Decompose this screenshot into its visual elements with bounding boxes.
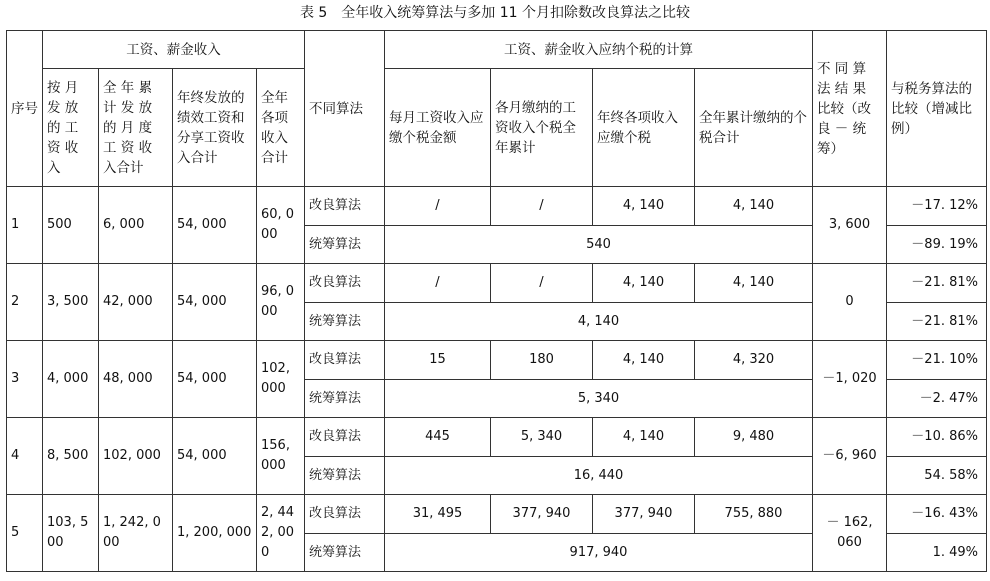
- method-unified-cell: 统筹算法: [305, 226, 385, 264]
- method-improved-cell: 改良算法: [305, 187, 385, 226]
- year-end-bonus-cell: 54, 000: [173, 418, 257, 495]
- diff-cell: 0: [813, 264, 887, 341]
- vs-unified-cell: 1. 49%: [887, 534, 987, 572]
- monthly-salary-cell: 500: [43, 187, 99, 264]
- monthly-salary-cell: 8, 500: [43, 418, 99, 495]
- annual-total-cell: 102, 000: [257, 341, 305, 418]
- bonus-tax-cell: 4, 140: [593, 187, 695, 226]
- monthly-tax-year-cell: /: [491, 187, 593, 226]
- method-unified-cell: 统筹算法: [305, 303, 385, 341]
- header-monthly-tax: 每月工资收入应缴个税金额: [385, 69, 491, 187]
- monthly-tax-year-cell: 180: [491, 341, 593, 380]
- table-row: [7, 264, 987, 303]
- monthly-tax-cell: /: [385, 264, 491, 303]
- header-income-group: 工资、薪金收入: [43, 31, 305, 69]
- table-caption: 表 5 全年收入统筹算法与多加 11 个月扣除数改良算法之比较: [299, 5, 691, 21]
- bonus-tax-cell: 4, 140: [593, 341, 695, 380]
- monthly-tax-cell: /: [385, 187, 491, 226]
- header-tax-group: 工资、薪金收入应纳个税的计算: [385, 31, 813, 69]
- seq-cell: 3: [7, 341, 43, 418]
- annual-total-cell: 96, 000: [257, 264, 305, 341]
- method-improved-cell: 改良算法: [305, 495, 385, 534]
- year-end-bonus-cell: 1, 200, 000: [173, 495, 257, 572]
- seq-cell: 1: [7, 187, 43, 264]
- total-tax-cell: 755, 880: [695, 495, 813, 534]
- seq-cell: 2: [7, 264, 43, 341]
- table-row: [7, 187, 987, 226]
- year-end-bonus-cell: 54, 000: [173, 187, 257, 264]
- comparison-table: [6, 30, 987, 572]
- annual-total-cell: 60, 000: [257, 187, 305, 264]
- annual-monthly-cell: 48, 000: [99, 341, 173, 418]
- diff-cell: －1, 020: [813, 341, 887, 418]
- header-diff: 不 同 算 法 结 果 比较（改良 － 统筹）: [813, 31, 887, 187]
- annual-monthly-cell: 102, 000: [99, 418, 173, 495]
- total-tax-cell: 4, 320: [695, 341, 813, 380]
- seq-cell: 4: [7, 418, 43, 495]
- annual-total-cell: 2, 442, 000: [257, 495, 305, 572]
- monthly-salary-cell: 3, 500: [43, 264, 99, 341]
- seq-cell: 5: [7, 495, 43, 572]
- method-improved-cell: 改良算法: [305, 418, 385, 457]
- bonus-tax-cell: 4, 140: [593, 264, 695, 303]
- vs-unified-cell: －21. 81%: [887, 303, 987, 341]
- header-methods: 不同算法: [305, 31, 385, 187]
- header-bonus-tax: 年终各项收入应缴个税: [593, 69, 695, 187]
- total-tax-cell: 9, 480: [695, 418, 813, 457]
- monthly-tax-cell: 15: [385, 341, 491, 380]
- annual-monthly-cell: 42, 000: [99, 264, 173, 341]
- method-unified-cell: 统筹算法: [305, 380, 385, 418]
- table-row: [7, 495, 987, 534]
- total-tax-cell: 4, 140: [695, 187, 813, 226]
- header-vs-tax-bureau: 与税务算法的比较（增减比例）: [887, 31, 987, 187]
- year-end-bonus-cell: 54, 000: [173, 264, 257, 341]
- method-unified-cell: 统筹算法: [305, 534, 385, 572]
- vs-unified-cell: －2. 47%: [887, 380, 987, 418]
- unified-tax-cell: 4, 140: [385, 303, 813, 341]
- monthly-tax-year-cell: 377, 940: [491, 495, 593, 534]
- annual-monthly-cell: 6, 000: [99, 187, 173, 264]
- unified-tax-cell: 540: [385, 226, 813, 264]
- header-annual-total: 全年各项收入合计: [257, 69, 305, 187]
- header-year-end-bonus: 年终发放的绩效工资和分享工资收入合计: [173, 69, 257, 187]
- vs-improved-cell: －16. 43%: [887, 495, 987, 534]
- method-unified-cell: 统筹算法: [305, 457, 385, 495]
- unified-tax-cell: 917, 940: [385, 534, 813, 572]
- vs-improved-cell: －17. 12%: [887, 187, 987, 226]
- vs-improved-cell: －10. 86%: [887, 418, 987, 457]
- vs-improved-cell: －21. 10%: [887, 341, 987, 380]
- vs-unified-cell: 54. 58%: [887, 457, 987, 495]
- monthly-tax-year-cell: 5, 340: [491, 418, 593, 457]
- monthly-tax-cell: 31, 495: [385, 495, 491, 534]
- table-row: [7, 418, 987, 457]
- method-improved-cell: 改良算法: [305, 264, 385, 303]
- annual-monthly-cell: 1, 242, 000: [99, 495, 173, 572]
- diff-cell: － 162, 060: [813, 495, 887, 572]
- header-seq: 序号: [7, 31, 43, 187]
- diff-cell: 3, 600: [813, 187, 887, 264]
- method-improved-cell: 改良算法: [305, 341, 385, 380]
- diff-cell: －6, 960: [813, 418, 887, 495]
- total-tax-cell: 4, 140: [695, 264, 813, 303]
- year-end-bonus-cell: 54, 000: [173, 341, 257, 418]
- header-annual-monthly-total: 全 年 累 计 发 放 的 月 度 工 资 收 入合计: [99, 69, 173, 187]
- header-monthly-salary: 按 月 发 放 的 工 资 收 入: [43, 69, 99, 187]
- header-monthly-tax-year: 各月缴纳的工资收入个税全年累计: [491, 69, 593, 187]
- monthly-tax-year-cell: /: [491, 264, 593, 303]
- unified-tax-cell: 16, 440: [385, 457, 813, 495]
- header-total-tax: 全年累计缴纳的个税合计: [695, 69, 813, 187]
- monthly-tax-cell: 445: [385, 418, 491, 457]
- unified-tax-cell: 5, 340: [385, 380, 813, 418]
- table-row: [7, 341, 987, 380]
- monthly-salary-cell: 103, 500: [43, 495, 99, 572]
- bonus-tax-cell: 377, 940: [593, 495, 695, 534]
- bonus-tax-cell: 4, 140: [593, 418, 695, 457]
- vs-improved-cell: －21. 81%: [887, 264, 987, 303]
- monthly-salary-cell: 4, 000: [43, 341, 99, 418]
- annual-total-cell: 156, 000: [257, 418, 305, 495]
- vs-unified-cell: －89. 19%: [887, 226, 987, 264]
